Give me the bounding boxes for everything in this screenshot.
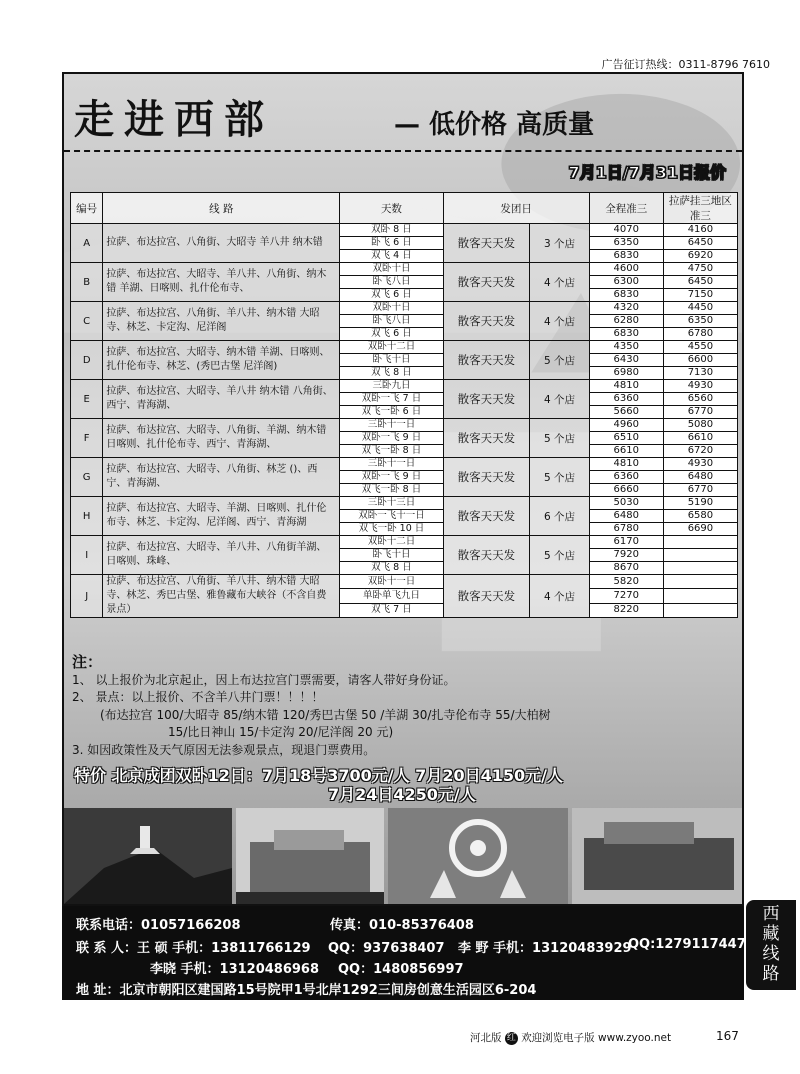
route-code: C	[71, 302, 103, 341]
price-full: 6360	[589, 393, 663, 406]
route-code: H	[71, 497, 103, 536]
route-days: 卧飞 6 日	[340, 237, 443, 250]
route-days: 双卧一飞 7 日	[340, 393, 443, 406]
route-days: 双卧十一日	[340, 575, 443, 589]
table-row	[71, 341, 738, 354]
price-lhasa: 4160	[663, 224, 737, 237]
route-description: 拉萨、布达拉宫、大昭寺、八角街、林芝 ()、西宁、青海湖、	[103, 458, 340, 497]
route-depart: 散客天天发	[443, 263, 530, 302]
tab-char: 线	[762, 944, 780, 964]
price-full: 5820	[589, 575, 663, 589]
route-days: 双卧一飞 9 日	[340, 471, 443, 484]
route-code: B	[71, 263, 103, 302]
contact-phone: 联系电话：01057166208	[76, 918, 241, 933]
route-days: 三卧九日	[340, 380, 443, 393]
main-title: 走进西部	[74, 96, 274, 143]
price-full: 6280	[589, 315, 663, 328]
route-days: 双卧十二日	[340, 341, 443, 354]
price-full: 5030	[589, 497, 663, 510]
header-code: 编号	[71, 193, 103, 224]
header-price-lhasa: 拉萨挂三地区准三	[663, 193, 737, 224]
price-lhasa: 6450	[663, 237, 737, 250]
price-full: 6610	[589, 445, 663, 458]
price-full: 4810	[589, 458, 663, 471]
price-lhasa: 7150	[663, 289, 737, 302]
contact-person-1: 联 系 人：王 硕 手机：13811766129	[76, 941, 311, 956]
route-description: 拉萨、布达拉宫、大昭寺、羊湖、日喀则、扎什伦布寺、林芝、卡定沟、尼洋阁、西宁、青海湖	[103, 497, 340, 536]
price-full: 4350	[589, 341, 663, 354]
photo-potala-1	[236, 808, 384, 904]
route-days: 卧飞十日	[340, 549, 443, 562]
price-full: 6350	[589, 237, 663, 250]
price-lhasa: 4930	[663, 458, 737, 471]
route-days: 双飞 6 日	[340, 328, 443, 341]
price-full: 6830	[589, 250, 663, 263]
table-row	[71, 536, 738, 549]
contact-person-2: 李 野 手机：13120483929	[458, 941, 632, 956]
route-hotels: 4 个店	[530, 263, 589, 302]
route-days: 双飞一卧 6 日	[340, 406, 443, 419]
route-description: 拉萨、布达拉宫、大昭寺、羊八井、八角街、纳木错 羊湖、日喀则、扎什伦布寺、	[103, 263, 340, 302]
price-lhasa: 4450	[663, 302, 737, 315]
route-depart: 散客天天发	[443, 575, 530, 618]
routes-table	[70, 192, 738, 618]
route-description: 拉萨、布达拉宫、大昭寺、纳木错 羊湖、日喀则、扎什伦布寺、林芝、(秀巴古堡 尼洋阁)	[103, 341, 340, 380]
price-lhasa	[663, 575, 737, 589]
special-line: 特价 北京成团双卧12日：7月18号3700元/人 7月20日4150元/人	[74, 766, 563, 785]
price-date-badge: 7月1日/7月31日报价	[568, 163, 726, 182]
route-depart: 散客天天发	[443, 380, 530, 419]
route-days: 双飞 8 日	[340, 562, 443, 575]
route-days: 双飞一卧 10 日	[340, 523, 443, 536]
price-full: 6660	[589, 484, 663, 497]
route-days: 三卧十一日	[340, 458, 443, 471]
price-lhasa: 5080	[663, 419, 737, 432]
price-full: 6360	[589, 471, 663, 484]
price-lhasa: 5190	[663, 497, 737, 510]
route-depart: 散客天天发	[443, 419, 530, 458]
dashed-divider	[64, 150, 742, 152]
footer-tagline: 欢迎浏览电子版 www.zyoo.net	[521, 1032, 672, 1044]
route-depart: 散客天天发	[443, 224, 530, 263]
note-line: 2、 景点：以上报价、不含羊八井门票！！！！	[72, 690, 324, 704]
price-full: 6300	[589, 276, 663, 289]
route-hotels: 6 个店	[530, 497, 589, 536]
price-lhasa: 6600	[663, 354, 737, 367]
price-full: 8670	[589, 562, 663, 575]
route-code: F	[71, 419, 103, 458]
route-description: 拉萨、布达拉宫、八角街、羊八井、纳木错 大昭寺、林芝、卡定沟、尼洋阁	[103, 302, 340, 341]
route-hotels: 4 个店	[530, 575, 589, 618]
price-full: 6980	[589, 367, 663, 380]
route-hotels: 5 个店	[530, 536, 589, 575]
price-lhasa	[663, 603, 737, 617]
route-days: 卧飞八日	[340, 276, 443, 289]
route-depart: 散客天天发	[443, 458, 530, 497]
price-lhasa: 6690	[663, 523, 737, 536]
price-full: 4810	[589, 380, 663, 393]
price-full: 4070	[589, 224, 663, 237]
route-days: 双卧一飞 9 日	[340, 432, 443, 445]
route-code: D	[71, 341, 103, 380]
price-lhasa: 6480	[663, 471, 737, 484]
price-lhasa: 4750	[663, 263, 737, 276]
price-full: 5660	[589, 406, 663, 419]
route-days: 双飞 7 日	[340, 603, 443, 617]
route-days: 双飞 4 日	[340, 250, 443, 263]
price-full: 6170	[589, 536, 663, 549]
price-lhasa	[663, 562, 737, 575]
table-row	[71, 575, 738, 589]
brand-logo-icon: 红	[506, 1032, 516, 1043]
route-days: 双飞一卧 8 日	[340, 484, 443, 497]
price-lhasa: 6450	[663, 276, 737, 289]
route-depart: 散客天天发	[443, 497, 530, 536]
contact-fax: 传真：010-85376408	[330, 918, 474, 933]
route-code: A	[71, 224, 103, 263]
route-code: E	[71, 380, 103, 419]
table-row	[71, 419, 738, 432]
price-lhasa: 6770	[663, 484, 737, 497]
route-description: 拉萨、布达拉宫、八角街、大昭寺 羊八井 纳木错	[103, 224, 340, 263]
price-full: 4960	[589, 419, 663, 432]
photo-potala-2	[572, 808, 742, 904]
price-lhasa: 6920	[663, 250, 737, 263]
notes-title: 注：	[72, 653, 103, 671]
page-number: 167	[716, 1029, 739, 1043]
route-description: 拉萨、布达拉宫、大昭寺、羊八井、八角街羊湖、日喀则、珠峰、	[103, 536, 340, 575]
price-full: 6780	[589, 523, 663, 536]
table-row	[71, 302, 738, 315]
photo-dharma-wheel	[388, 808, 568, 904]
note-line: 15/比日神山 15/卡定沟 20/尼洋阁 20 元)	[168, 725, 394, 739]
route-days: 双卧十日	[340, 263, 443, 276]
price-lhasa: 6780	[663, 328, 737, 341]
route-hotels: 3 个店	[530, 224, 589, 263]
table-row	[71, 497, 738, 510]
contact-qq-2: QQ:1279117447	[628, 937, 746, 952]
route-hotels: 5 个店	[530, 458, 589, 497]
ad-frame	[62, 72, 744, 906]
price-full: 6430	[589, 354, 663, 367]
price-full: 4320	[589, 302, 663, 315]
table-row	[71, 224, 738, 237]
table-row	[71, 458, 738, 471]
route-days: 双飞 8 日	[340, 367, 443, 380]
price-lhasa: 6610	[663, 432, 737, 445]
route-days: 卧飞十日	[340, 354, 443, 367]
footer	[470, 1030, 671, 1045]
route-hotels: 4 个店	[530, 302, 589, 341]
route-days: 三卧十一日	[340, 419, 443, 432]
contact-qq-3: QQ：1480856997	[338, 962, 464, 977]
price-lhasa: 6770	[663, 406, 737, 419]
ad-hotline: 广告征订热线：0311-8796 7610	[601, 58, 770, 71]
route-days: 双卧十二日	[340, 536, 443, 549]
price-lhasa: 6580	[663, 510, 737, 523]
table-header-row	[71, 193, 738, 224]
route-hotels: 4 个店	[530, 380, 589, 419]
price-full: 6830	[589, 328, 663, 341]
tab-char: 路	[762, 964, 780, 984]
route-days: 单卧单飞九日	[340, 589, 443, 603]
header-days: 天数	[340, 193, 443, 224]
price-lhasa: 4930	[663, 380, 737, 393]
header-route: 线 路	[103, 193, 340, 224]
route-hotels: 5 个店	[530, 419, 589, 458]
tab-char: 藏	[762, 924, 780, 944]
price-full: 7920	[589, 549, 663, 562]
route-description: 拉萨、布达拉宫、大昭寺、八角街、羊湖、纳木错 日喀则、扎什伦布寺、西宁、青海湖、	[103, 419, 340, 458]
special-offer	[74, 766, 563, 804]
route-code: J	[71, 575, 103, 618]
price-full: 6830	[589, 289, 663, 302]
contact-address: 地 址：北京市朝阳区建国路15号院甲1号北岸1292三间房创意生活园区6-204	[76, 983, 537, 998]
route-days: 双飞一卧 8 日	[340, 445, 443, 458]
tab-char: 西	[762, 904, 780, 924]
price-lhasa: 6720	[663, 445, 737, 458]
price-lhasa: 6350	[663, 315, 737, 328]
table-row	[71, 263, 738, 276]
route-code: I	[71, 536, 103, 575]
route-days: 三卧十三日	[340, 497, 443, 510]
note-line: 3. 如因政策性及天气原因无法参观景点，现退门票费用。	[72, 742, 376, 757]
route-depart: 散客天天发	[443, 536, 530, 575]
price-lhasa	[663, 589, 737, 603]
route-description: 拉萨、布达拉宫、八角街、羊八井、纳木错 大昭寺、林芝、秀巴古堡、雅鲁藏布大峡谷（不含自费景点）	[103, 575, 340, 618]
price-full: 8220	[589, 603, 663, 617]
price-lhasa	[663, 536, 737, 549]
price-lhasa	[663, 549, 737, 562]
route-days: 双卧 8 日	[340, 224, 443, 237]
edition-label: 河北版	[470, 1032, 502, 1044]
table-row	[71, 380, 738, 393]
route-description: 拉萨、布达拉宫、大昭寺、羊八井 纳木错 八角街、西宁、青海湖、	[103, 380, 340, 419]
route-days: 卧飞八日	[340, 315, 443, 328]
contact-person-3: 李晓 手机：13120486968	[150, 962, 320, 977]
route-days: 双飞 6 日	[340, 289, 443, 302]
price-full: 4600	[589, 263, 663, 276]
price-full: 6510	[589, 432, 663, 445]
header-depart: 发团日	[443, 193, 589, 224]
photo-chorten	[64, 808, 232, 904]
photo-strip	[64, 808, 742, 904]
contact-qq-1: QQ：937638407	[328, 941, 445, 956]
route-hotels: 5 个店	[530, 341, 589, 380]
route-code: G	[71, 458, 103, 497]
route-days: 双卧十日	[340, 302, 443, 315]
price-lhasa: 6560	[663, 393, 737, 406]
price-full: 7270	[589, 589, 663, 603]
notes-section	[72, 654, 551, 759]
route-depart: 散客天天发	[443, 302, 530, 341]
route-depart: 散客天天发	[443, 341, 530, 380]
note-line: (布达拉宫 100/大昭寺 85/纳木错 120/秀巴古堡 50 /羊湖 30/扎寺伦布寺 55/大柏树	[100, 707, 551, 722]
price-lhasa: 4550	[663, 341, 737, 354]
note-line: 1、 以上报价为北京起止，因上布达拉宫门票需要，请客人带好身份证。	[72, 672, 456, 687]
special-line: 7月24日4250元/人	[328, 785, 476, 804]
subtitle: — 低价格 高质量	[394, 110, 595, 140]
table-body	[71, 224, 738, 618]
contact-block	[62, 906, 744, 1000]
section-tab	[746, 900, 796, 990]
route-days: 双卧一飞十一日	[340, 510, 443, 523]
header-price-full: 全程准三	[589, 193, 663, 224]
price-lhasa: 7130	[663, 367, 737, 380]
price-full: 6480	[589, 510, 663, 523]
